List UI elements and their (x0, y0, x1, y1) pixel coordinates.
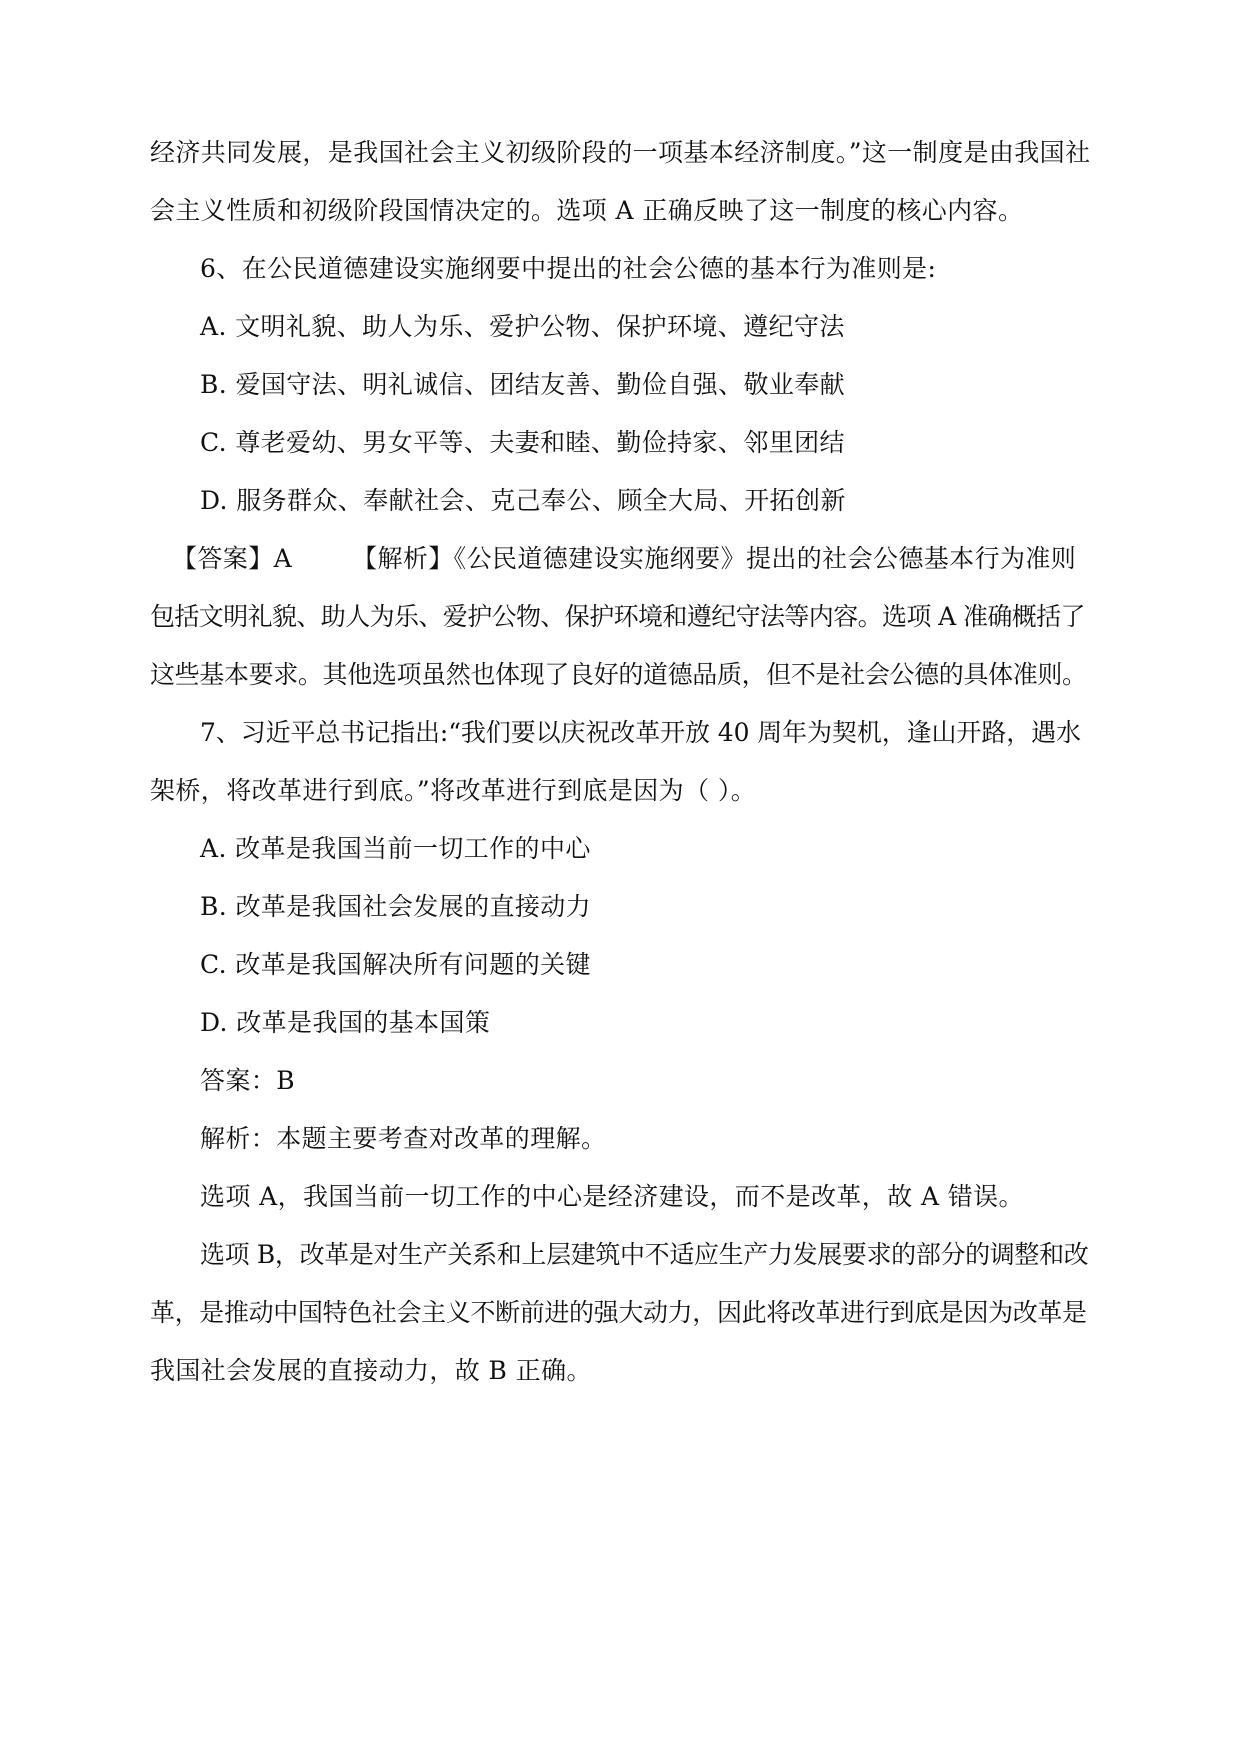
question-6-option-b: B. 爱国守法、明礼诚信、团结友善、勤俭自强、敬业奉献 (200, 370, 846, 399)
question-7-stem: 7、习近平总书记指出:“我们要以庆祝改革开放 40 周年为契机，逢山开路，遇水 (200, 718, 1081, 747)
question-7-option-d: D. 改革是我国的基本国策 (200, 1008, 491, 1037)
question-7-analysis-b: 选项 B，改革是对生产关系和上层建筑中不适应生产力发展要求的部分的调整和改 (200, 1240, 1089, 1269)
question-7-analysis: 解析：本题主要考查对改革的理解。 (200, 1124, 607, 1153)
question-7-answer: 答案：B (200, 1066, 295, 1095)
question-7-analysis-a: 选项 A，我国当前一切工作的中心是经济建设，而不是改革，故 A 错误。 (200, 1182, 1024, 1211)
question-7-option-a: A. 改革是我国当前一切工作的中心 (200, 834, 591, 863)
text-line: 架桥，将改革进行到底。”将改革进行到底是因为（ ）。 (150, 776, 757, 805)
question-6-answer-line (172, 543, 1090, 575)
text-line: 这些基本要求。其他选项虽然也体现了良好的道德品质，但不是社会公德的具体准则。 (150, 660, 1087, 689)
question-6-answer: 【答案】A (172, 544, 293, 573)
text-line: 革，是推动中国特色社会主义不断前进的强大动力，因此将改革进行到底是因为改革是 (150, 1298, 1087, 1327)
question-6-option-d: D. 服务群众、奉献社会、克己奉公、顾全大局、开拓创新 (200, 486, 846, 515)
question-7-option-b: B. 改革是我国社会发展的直接动力 (200, 892, 592, 921)
text-line: 会主义性质和初级阶段国情决定的。选项 A 正确反映了这一制度的核心内容。 (150, 196, 1024, 225)
question-7-option-c: C. 改革是我国解决所有问题的关键 (200, 950, 591, 979)
question-6-analysis: 【解析】《公民道德建设实施纲要》提出的社会公德基本行为准则 (352, 544, 1077, 573)
text-line: 包括文明礼貌、助人为乐、爱护公物、保护环境和遵纪守法等内容。选项 A 准确概括了 (150, 602, 1085, 631)
question-6-option-c: C. 尊老爱幼、男女平等、夫妻和睦、勤俭持家、邻里团结 (200, 428, 845, 457)
question-6-stem: 6、在公民道德建设实施纲要中提出的社会公德的基本行为准则是: (200, 254, 937, 283)
text-line: 我国社会发展的直接动力，故 B 正确。 (150, 1356, 592, 1385)
question-6-option-a: A. 文明礼貌、助人为乐、爱护公物、保护环境、遵纪守法 (200, 312, 845, 341)
text-line: 经济共同发展，是我国社会主义初级阶段的一项基本经济制度。”这一制度是由我国社 (150, 138, 1091, 167)
